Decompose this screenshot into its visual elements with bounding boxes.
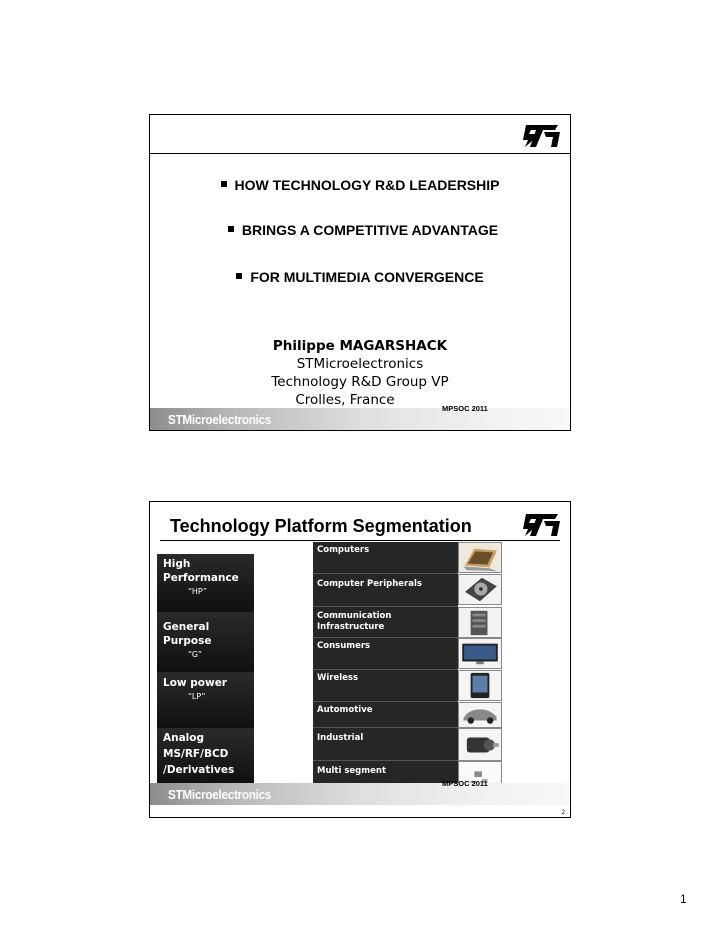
slide-footer [150, 404, 570, 430]
market-consumers: Consumers [313, 638, 458, 670]
presenter-role: Technology R&D Group VP [271, 374, 449, 390]
market-computers: Computers [313, 542, 458, 574]
market-industrial: Industrial [313, 728, 458, 761]
segment-high-performance: High Performance “HP” [157, 554, 254, 612]
phone-icon [458, 670, 502, 701]
bullet-square-icon [236, 273, 242, 279]
laptop-icon [458, 542, 502, 573]
slide-title-text: Technology Platform Segmentation [170, 516, 472, 536]
document-page-number: 1 [680, 892, 687, 906]
hard-drive-icon [458, 574, 502, 605]
footer-brand: STMicroelectronics [168, 412, 272, 427]
slide-title [149, 114, 571, 431]
st-logo-icon [522, 512, 562, 538]
title-divider [150, 153, 570, 154]
server-icon [458, 607, 502, 638]
bullet-square-icon [228, 226, 234, 232]
st-logo-icon [522, 123, 562, 149]
slide-segmentation [149, 501, 571, 818]
market-wireless: Wireless [313, 670, 458, 702]
slide-page-number: 2 [561, 810, 565, 816]
presenter-company: STMicroelectronics [296, 356, 424, 372]
segment-general-purpose: General Purpose “G” [157, 612, 254, 672]
tv-icon [458, 638, 502, 669]
motor-icon [458, 728, 502, 761]
segment-low-power: Low power “LP” [157, 672, 254, 728]
presenter-location: Crolles, France [295, 392, 395, 408]
bullet-1: HOW TECHNOLOGY R&D LEADERSHIP [150, 177, 570, 193]
presenter-block [150, 337, 570, 409]
bullet-square-icon [221, 181, 227, 187]
market-automotive: Automotive [313, 702, 458, 728]
market-computer-peripherals: Computer Peripherals [313, 574, 458, 607]
footer-conference: MPSOC 2011 [442, 779, 488, 788]
slide-footer [150, 779, 570, 805]
segment-analog: Analog MS/RF/BCD /Derivatives [157, 728, 254, 784]
car-icon [458, 702, 502, 728]
footer-brand: STMicroelectronics [168, 787, 272, 802]
bullet-3: FOR MULTIMEDIA CONVERGENCE [150, 269, 570, 285]
footer-conference: MPSOC 2011 [442, 404, 488, 413]
market-communication-infrastructure: Communication Infrastructure [313, 607, 458, 638]
title-divider [160, 540, 560, 541]
market-multi-segment: Multi segment [313, 761, 458, 794]
presenter-name: Philippe MAGARSHACK [272, 338, 448, 354]
bullet-2: BRINGS A COMPETITIVE ADVANTAGE [156, 222, 570, 238]
